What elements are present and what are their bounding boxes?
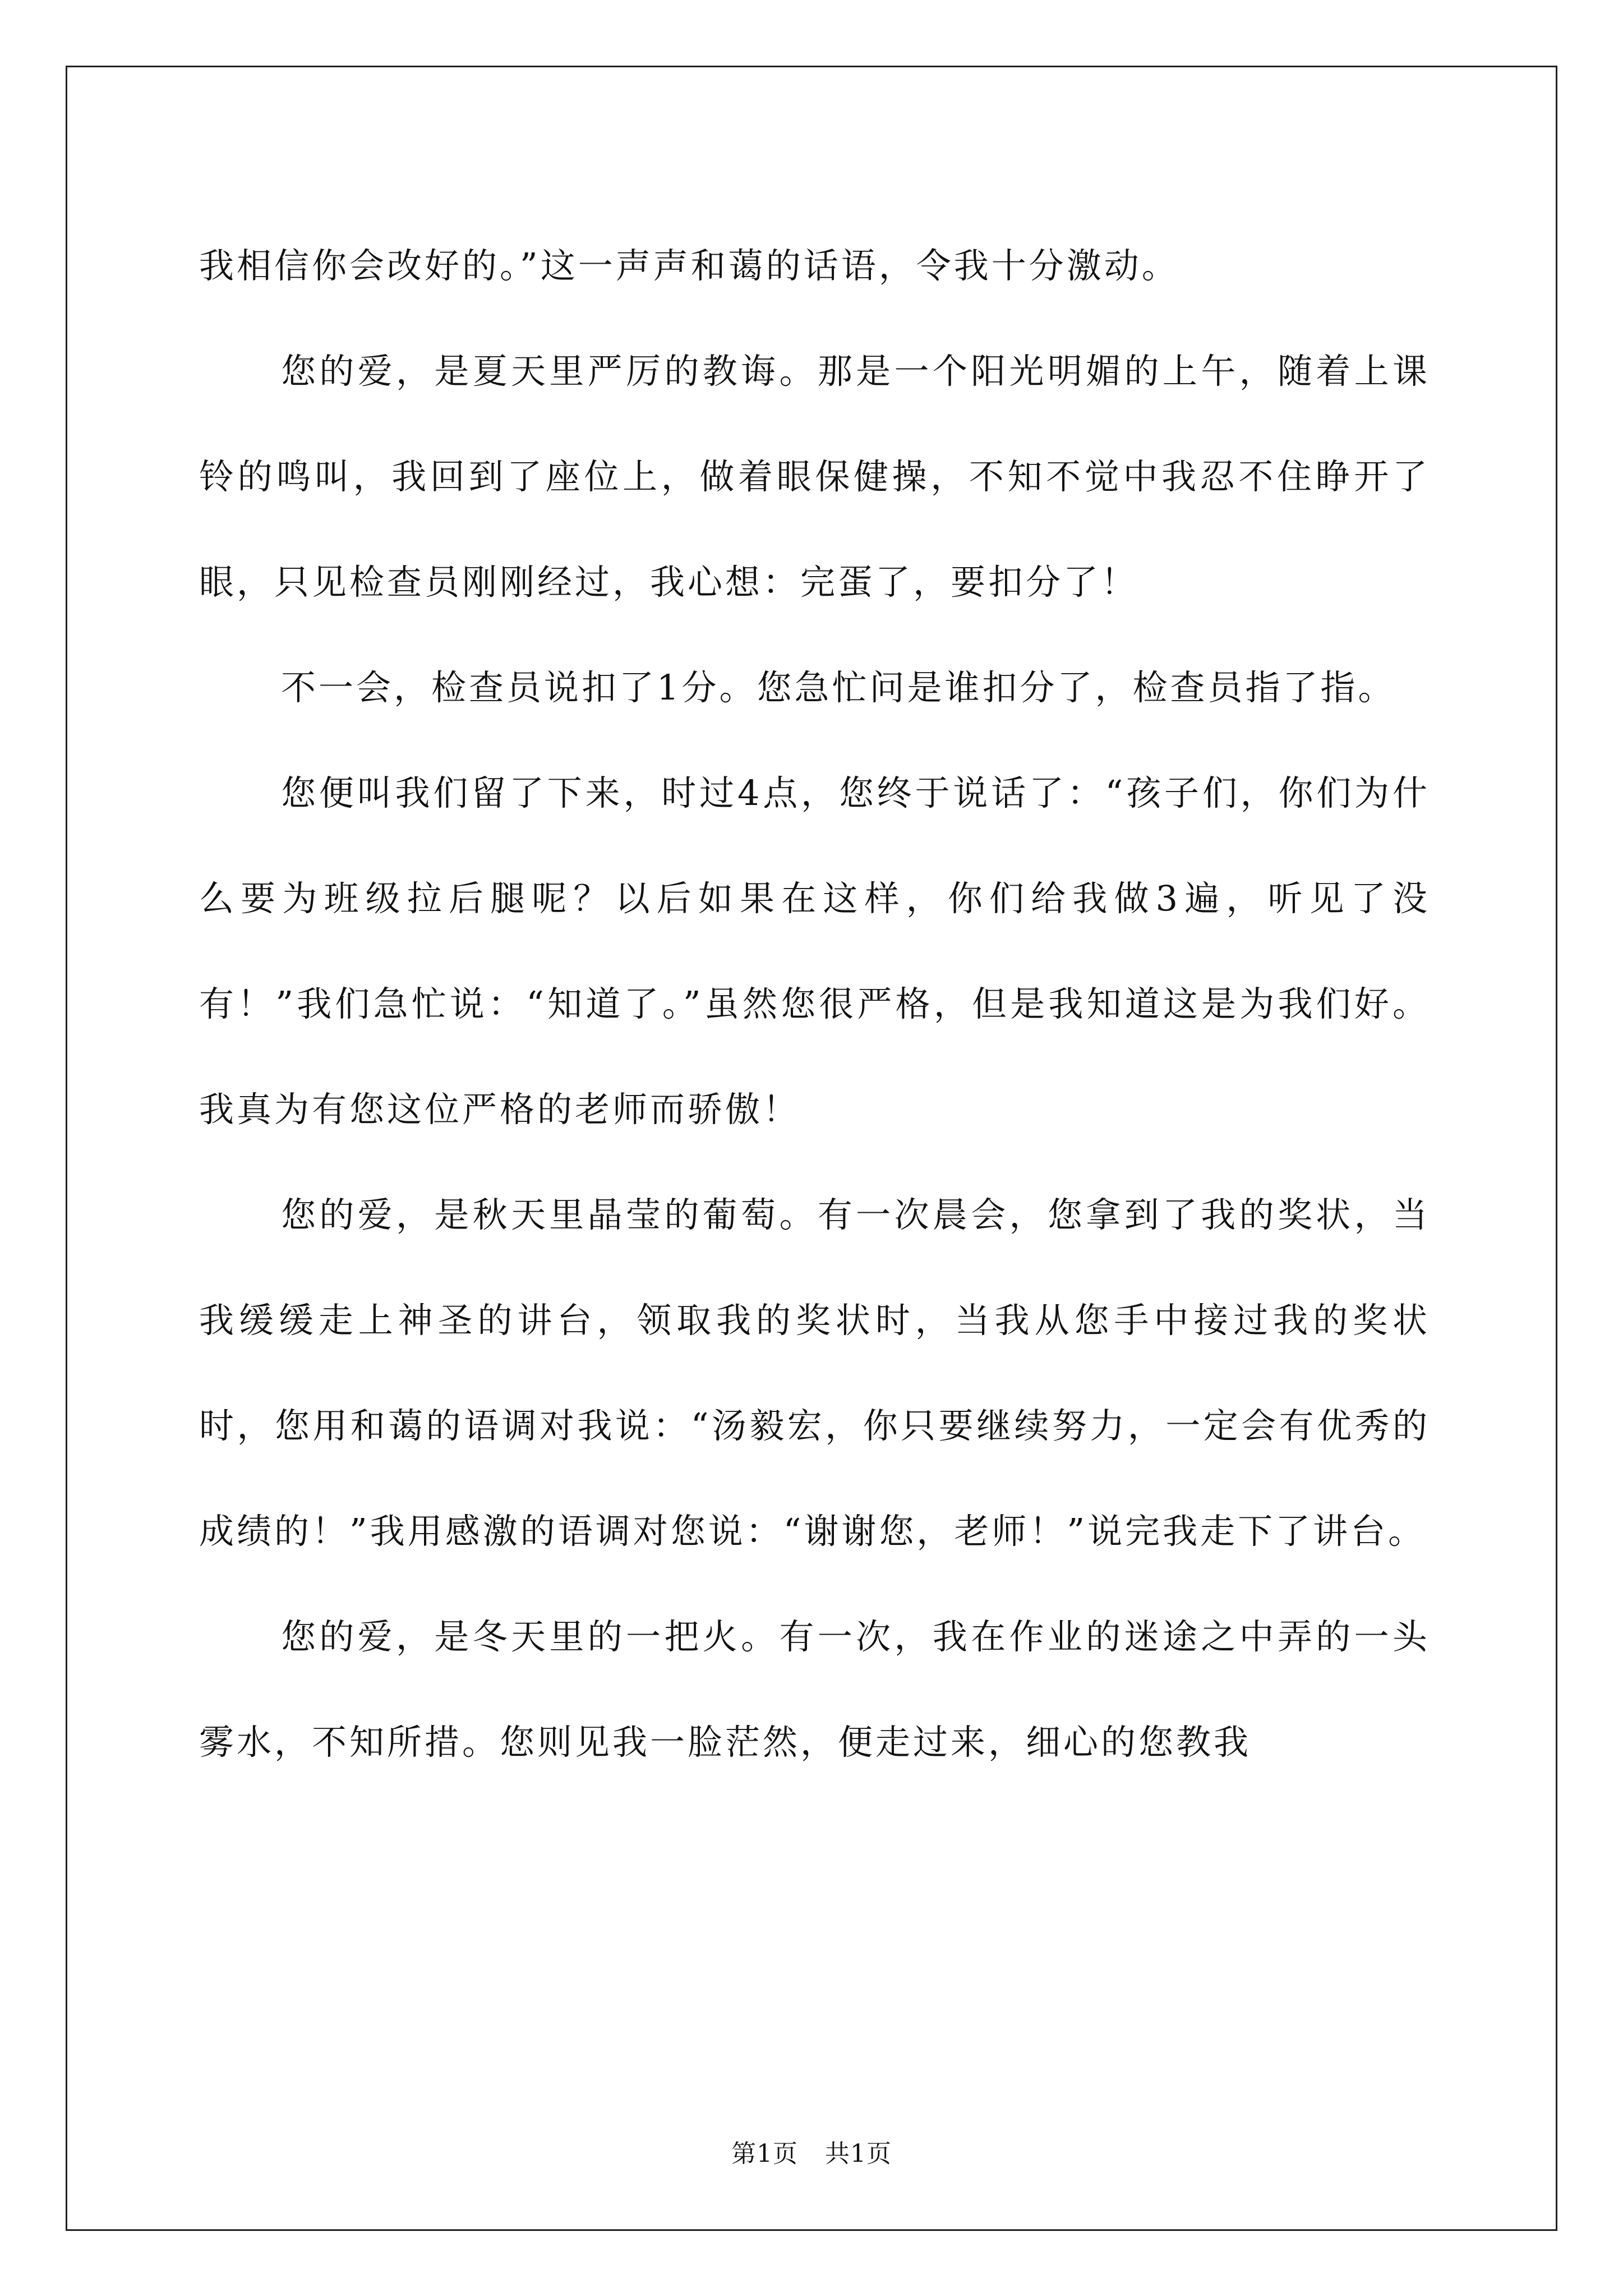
paragraph-4: 您便叫我们留了下来，时过4点，您终于说话了：“孩子们，你们为什么要为班级拉后腿呢？以后如果在这样，你们给我做3遍，听见了没有！”我们急忙说：“知道了。”虽然您很严格，但是我知道这是为我们好。我真为有您这位严格的老师而骄傲！: [199, 772, 1430, 1130]
paragraph-1: 我相信你会改好的。”这一声声和蔼的话语，令我十分激动。: [199, 245, 1179, 286]
total-pages: 共1页: [825, 2139, 892, 2168]
page-number: 第1页: [731, 2139, 798, 2168]
page-footer: [0, 2137, 1623, 2171]
paragraph-2: 您的爱，是夏天里严厉的教诲。那是一个阳光明媚的上午，随着上课铃的鸣叫，我回到了座位上，做着眼保健操，不知不觉中我忍不住睁开了眼，只见检查员刚刚经过，我心想：完蛋了，要扣分了！: [199, 351, 1430, 602]
document-body: [199, 213, 1430, 1795]
paragraph-3: 不一会，检查员说扣了1分。您急忙问是谁扣分了，检查员指了指。: [281, 667, 1396, 708]
paragraph-5: 您的爱，是秋天里晶莹的葡萄。有一次晨会，您拿到了我的奖状，当我缓缓走上神圣的讲台，领取我的奖状时，当我从您手中接过我的奖状时，您用和蔼的语调对我说：“汤毅宏，你只要继续努力，一定会有优秀的成绩的！”我用感激的语调对您说：“谢谢您，老师！”说完我走下了讲台。: [199, 1194, 1430, 1552]
paragraph-6: 您的爱，是冬天里的一把火。有一次，我在作业的迷途之中弄的一头雾水，不知所措。您则见我一脸茫然，便走过来，细心的您教我: [199, 1616, 1430, 1763]
